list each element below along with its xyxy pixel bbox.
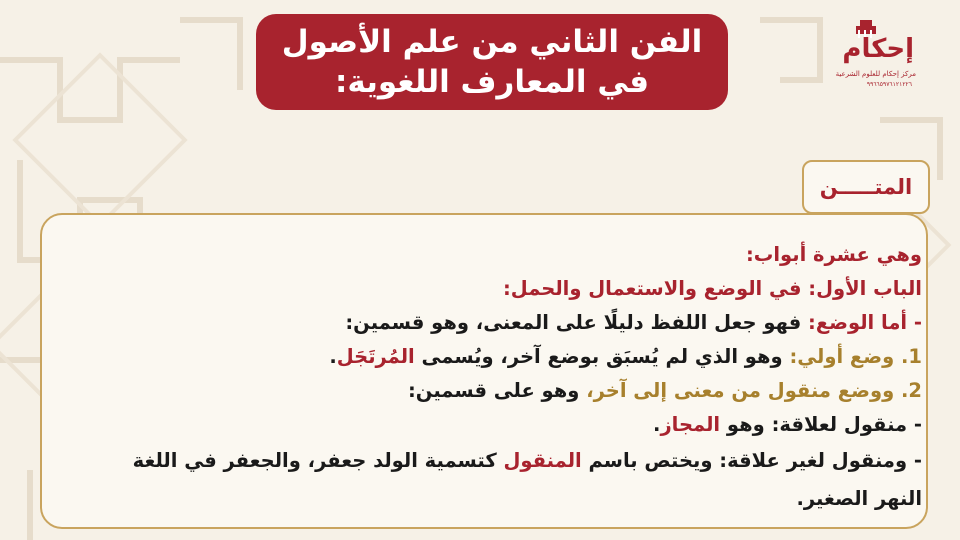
item-1-end: . bbox=[329, 345, 337, 368]
sub-item-1-term: المجاز bbox=[660, 413, 721, 436]
item-1-label: وضع أولي: bbox=[789, 345, 895, 368]
sub-item-1-text: - منقول لعلاقة: وهو bbox=[726, 413, 922, 436]
item-1-term: المُرتَجَل bbox=[336, 345, 415, 368]
item-1 bbox=[92, 340, 922, 374]
item-2-text: وهو على قسمين: bbox=[407, 379, 580, 402]
logo-number: ٩٩٦٦٥٩٧٦١٢١٢٢٦ bbox=[866, 81, 912, 88]
sub-item-1-end: . bbox=[653, 413, 661, 436]
sub-item-2-text: - ومنقول لغير علاقة: ويختص باسم bbox=[588, 449, 922, 472]
logo-word: إحكام bbox=[842, 34, 914, 64]
chapter-label: الباب الأول: bbox=[808, 277, 922, 300]
wad-text: فهو جعل اللفظ دليلًا على المعنى، وهو قسمين: bbox=[345, 311, 802, 334]
wad-prefix: - أما الوضع: bbox=[808, 311, 922, 334]
item-1-text: وهو الذي لم يُسبَق بوضع آخر، ويُسمى bbox=[421, 345, 783, 368]
item-2 bbox=[92, 374, 922, 408]
logo-subtitle: مركز إحكام للعلوم الشرعية bbox=[835, 70, 916, 78]
title-line-2: في المعارف اللغوية: bbox=[335, 64, 649, 100]
chapter-line bbox=[92, 272, 922, 306]
title-banner bbox=[256, 14, 728, 110]
sub-item-1 bbox=[92, 408, 922, 442]
intro-line bbox=[92, 238, 922, 272]
wad-line bbox=[92, 306, 922, 340]
sub-item-2-term: المنقول bbox=[503, 449, 582, 472]
title-line-1: الفن الثاني من علم الأصول bbox=[281, 24, 703, 60]
matn-tab-label: المتـــــن bbox=[819, 175, 913, 199]
intro: وهي عشرة أبواب: bbox=[745, 243, 922, 266]
item-2-label: ووضع منقول من معنى إلى آخر، bbox=[586, 379, 895, 402]
sub-item-2 bbox=[92, 442, 922, 518]
item-2-number: 2. bbox=[901, 379, 922, 402]
matn-tab bbox=[802, 160, 930, 214]
item-1-number: 1. bbox=[901, 345, 922, 368]
logo bbox=[835, 18, 918, 92]
content-text bbox=[92, 238, 922, 518]
chapter-title: في الوضع والاستعمال والحمل: bbox=[502, 277, 802, 300]
sub-item-2-rest: كتسمية الولد جعفر، والجعفر في اللغة النهر الصغير. bbox=[132, 449, 922, 510]
